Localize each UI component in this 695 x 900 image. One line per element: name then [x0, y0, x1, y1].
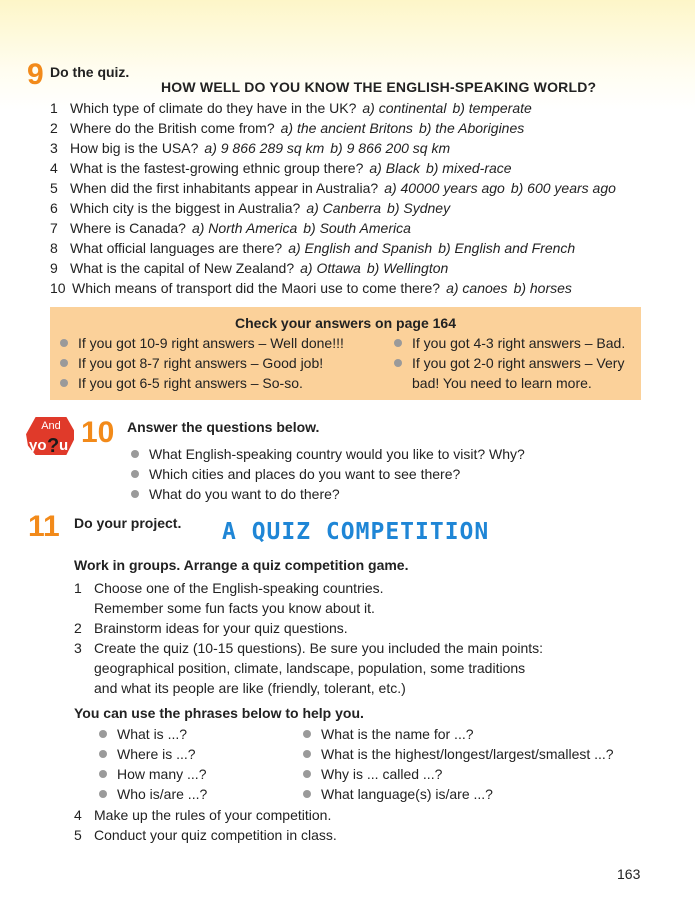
- page-number: 163: [617, 866, 641, 882]
- question-text: Where is Canada?: [70, 220, 186, 236]
- answer-options: [288, 240, 581, 256]
- answer-options: [362, 100, 537, 116]
- quiz-title: HOW WELL DO YOU KNOW THE ENGLISH-SPEAKING WORLD?: [161, 79, 597, 95]
- phrase-item: What is the name for ...?: [299, 724, 614, 744]
- bullet-icon: [303, 790, 311, 798]
- quiz-question: [50, 138, 622, 158]
- option-b: b) temperate: [452, 100, 532, 116]
- exercise-9-number: 9: [27, 58, 44, 91]
- question-text: Which type of climate do they have in the UK?: [70, 100, 357, 116]
- option-a: a) the ancient Britons: [280, 120, 413, 136]
- answer-options: [204, 140, 456, 156]
- quiz-competition-banner: A QUIZ COMPETITION: [222, 519, 490, 545]
- option-b: b) Wellington: [366, 260, 449, 276]
- option-b: b) 9 866 200 sq km: [330, 140, 451, 156]
- step-item: 1 Choose one of the English-speaking countries.: [74, 580, 384, 596]
- question-text: How big is the USA?: [70, 140, 199, 156]
- project-steps: [74, 578, 543, 698]
- bullet-icon: [131, 450, 139, 458]
- option-b: b) 600 years ago: [510, 180, 616, 196]
- bullet-icon: [99, 750, 107, 758]
- phrases-list-left: [95, 724, 207, 804]
- exercise-11-instruction: Do your project.: [74, 515, 182, 531]
- and-you-badge: [21, 412, 77, 460]
- bullet-icon: [303, 750, 311, 758]
- option-a: a) 9 866 289 sq km: [204, 140, 325, 156]
- step-item: 5 Conduct your quiz competition in class.: [74, 827, 337, 843]
- option-a: a) canoes: [446, 280, 508, 296]
- question-number: 8: [50, 240, 58, 256]
- score-item: If you got 6-5 right answers – So-so.: [56, 373, 344, 393]
- exercise-10-instruction: Answer the questions below.: [127, 419, 320, 435]
- score-item: bad! You need to learn more.: [412, 375, 592, 391]
- score-item: If you got 10-9 right answers – Well done!!!: [56, 333, 344, 353]
- quiz-question: [50, 238, 622, 258]
- exercise-9-instruction: Do the quiz.: [50, 64, 130, 80]
- answer-options: [300, 260, 454, 276]
- option-a: a) English and Spanish: [288, 240, 433, 256]
- question-number: 1: [50, 100, 58, 116]
- exercise-10-list: [127, 444, 525, 504]
- bullet-icon: [60, 379, 68, 387]
- svg-text:And: And: [41, 420, 61, 432]
- option-a: a) Ottawa: [300, 260, 361, 276]
- option-b: b) English and French: [438, 240, 576, 256]
- answer-options: [369, 160, 517, 176]
- option-a: a) Black: [369, 160, 420, 176]
- score-item: If you got 4-3 right answers – Bad.: [390, 333, 625, 353]
- answer-options: [446, 280, 578, 296]
- exercise-11-number: 11: [28, 510, 60, 543]
- svg-text:?: ?: [47, 435, 60, 457]
- question-text: When did the first inhabitants appear in Australia?: [70, 180, 379, 196]
- speech-bubble-icon: [21, 412, 77, 460]
- question-text: What official languages are there?: [70, 240, 283, 256]
- svg-text:yo: yo: [29, 437, 47, 454]
- question-number: 5: [50, 180, 58, 196]
- check-answers-box: [50, 307, 641, 400]
- question-number: 2: [50, 120, 58, 136]
- list-item: What do you want to do there?: [127, 484, 525, 504]
- quiz-question: [50, 118, 622, 138]
- step-item: 3 Create the quiz (10-15 questions). Be sure you included the main points:: [74, 640, 544, 656]
- option-b: b) the Aborigines: [418, 120, 525, 136]
- option-a: a) continental: [362, 100, 447, 116]
- step-item: Remember some fun facts you know about it.: [94, 600, 375, 616]
- step-item: 2 Brainstorm ideas for your quiz questions.: [74, 620, 348, 636]
- quiz-question-list: [50, 98, 622, 298]
- score-item: If you got 8-7 right answers – Good job!: [56, 353, 344, 373]
- bullet-icon: [99, 770, 107, 778]
- question-number: 4: [50, 160, 58, 176]
- quiz-question: [50, 258, 622, 278]
- quiz-question: [50, 98, 622, 118]
- phrase-item: What language(s) is/are ...?: [299, 784, 614, 804]
- project-steps-final: [74, 805, 337, 845]
- step-item: geographical position, climate, landscape, population, some traditions: [94, 660, 526, 676]
- list-item: What English-speaking country would you like to visit? Why?: [127, 444, 525, 464]
- bullet-icon: [60, 339, 68, 347]
- answer-options: [384, 180, 622, 196]
- quiz-question: [50, 178, 622, 198]
- quiz-question: [50, 198, 622, 218]
- phrase-item: What is the highest/longest/largest/smallest ...?: [299, 744, 614, 764]
- question-text: Where do the British come from?: [70, 120, 275, 136]
- option-b: b) horses: [513, 280, 572, 296]
- quiz-question: [50, 218, 622, 238]
- bullet-icon: [394, 359, 402, 367]
- question-number: 7: [50, 220, 58, 236]
- score-item: If you got 2-0 right answers – Very: [390, 353, 625, 373]
- option-b: b) South America: [303, 220, 411, 236]
- option-b: b) mixed-race: [425, 160, 512, 176]
- answer-options: [281, 120, 531, 136]
- phrase-item: Who is/are ...?: [95, 784, 207, 804]
- quiz-question: [50, 158, 622, 178]
- question-number: 10: [50, 280, 66, 296]
- quiz-question: [50, 278, 622, 298]
- phrase-item: Why is ... called ...?: [299, 764, 614, 784]
- check-answers-title: Check your answers on page 164: [235, 315, 456, 331]
- bullet-icon: [131, 470, 139, 478]
- bullet-icon: [303, 770, 311, 778]
- project-instruction: Work in groups. Arrange a quiz competition game.: [74, 557, 409, 573]
- question-text: What is the fastest-growing ethnic group there?: [70, 160, 364, 176]
- question-text: Which means of transport did the Maori use to come there?: [72, 280, 441, 296]
- phrases-list-right: [299, 724, 614, 804]
- score-list-right: [390, 333, 625, 393]
- answer-options: [192, 220, 417, 236]
- exercise-10-number: 10: [81, 416, 115, 449]
- step-item: 4 Make up the rules of your competition.: [74, 807, 332, 823]
- answer-options: [306, 200, 456, 216]
- bullet-icon: [131, 490, 139, 498]
- score-list-left: [56, 333, 344, 393]
- phrase-item: What is ...?: [95, 724, 207, 744]
- question-text: What is the capital of New Zealand?: [70, 260, 295, 276]
- bullet-icon: [303, 730, 311, 738]
- svg-text:u: u: [59, 437, 69, 454]
- option-a: a) North America: [191, 220, 298, 236]
- question-number: 6: [50, 200, 58, 216]
- bullet-icon: [99, 790, 107, 798]
- bullet-icon: [60, 359, 68, 367]
- list-item: Which cities and places do you want to see there?: [127, 464, 525, 484]
- phrase-item: Where is ...?: [95, 744, 207, 764]
- step-item: and what its people are like (friendly, tolerant, etc.): [94, 680, 406, 696]
- phrase-item: How many ...?: [95, 764, 207, 784]
- option-a: a) Canberra: [306, 200, 382, 216]
- option-b: b) Sydney: [387, 200, 451, 216]
- question-number: 3: [50, 140, 58, 156]
- bullet-icon: [99, 730, 107, 738]
- bullet-icon: [394, 339, 402, 347]
- question-number: 9: [50, 260, 58, 276]
- phrases-title: You can use the phrases below to help you.: [74, 705, 364, 721]
- option-a: a) 40000 years ago: [384, 180, 505, 196]
- question-text: Which city is the biggest in Australia?: [70, 200, 301, 216]
